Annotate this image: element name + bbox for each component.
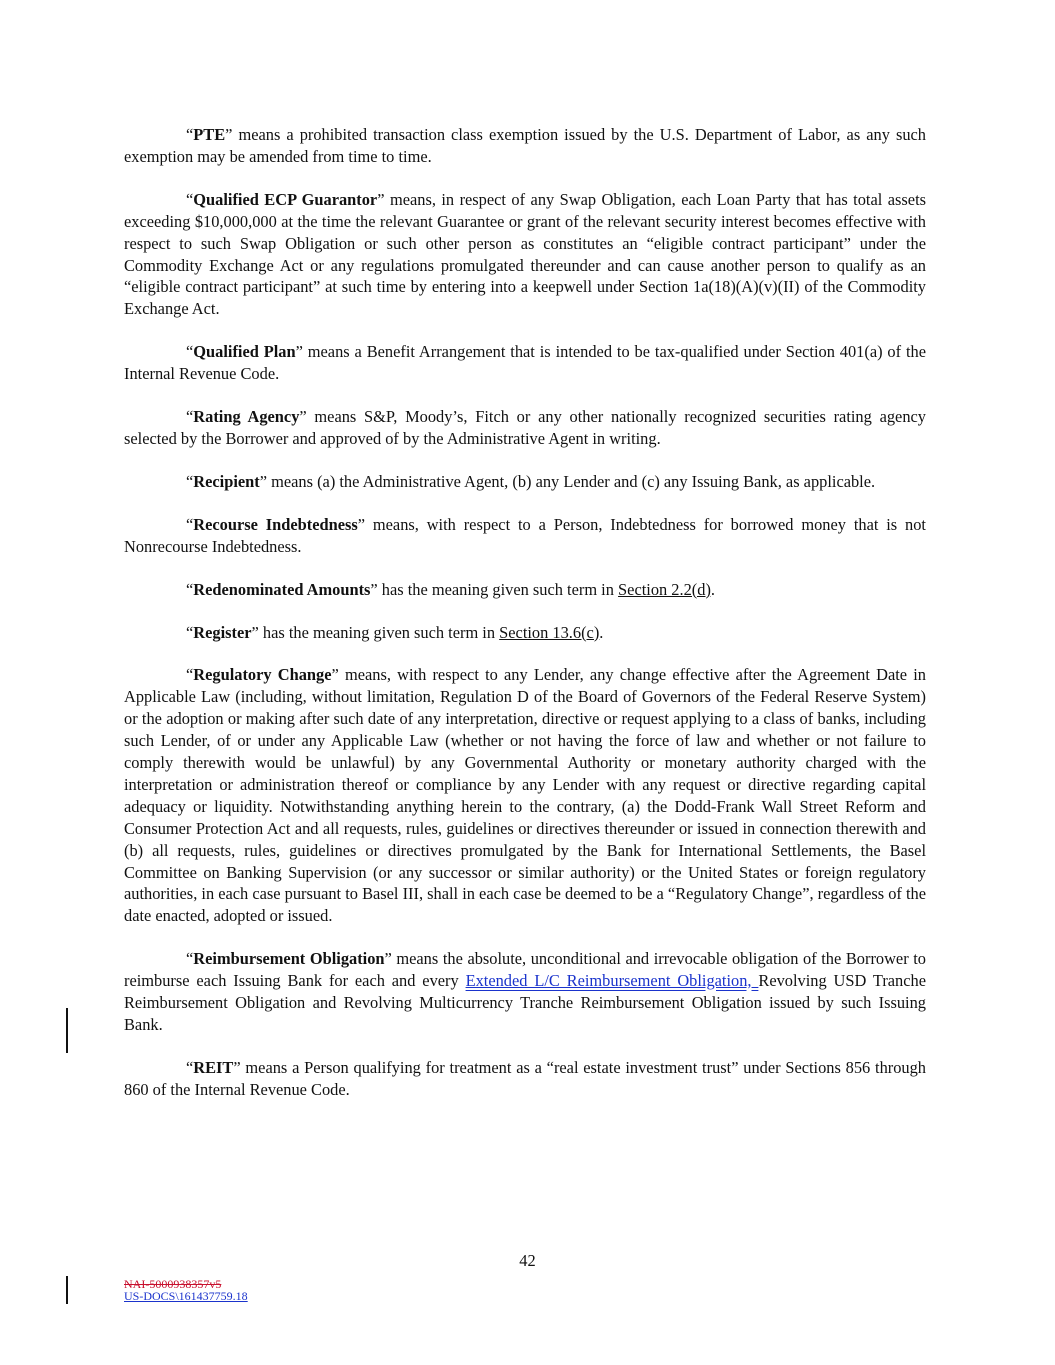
definition-qualified-plan: “Qualified Plan” means a Benefit Arrangement that is intended to be tax-qualified under Section 401(a) of the Internal Revenue Code. [124,342,926,384]
definition-qualified-ecp-guarantor: “Qualified ECP Guarantor” means, in respect of any Swap Obligation, each Loan Party that has total assets exceeding $10,000,000 at the time the relevant Guarantee or grant of the relevant security interest becomes effective with respect to such Swap Obligation or such other person as constitutes an “eligible contract participant” under the Commodity Exchange Act or any regulations promulgated thereunder and can cause another person to qualify as an “eligible contract participant” at such time by entering into a keepwell under Section 1a(18)(A)(v)(II) of the Commodity Exchange Act. [124,189,926,319]
definition-recipient: “Recipient” means (a) the Administrative Agent, (b) any Lender and (c) any Issuing Bank, as applicable. [186,471,876,491]
definition-recourse-indebtedness: “Recourse Indebtedness” means, with respect to a Person, Indebtedness for borrowed money that is not Nonrecourse Indebtedness. [124,514,926,556]
defined-term: PTE [193,125,226,144]
definition-rating-agency: “Rating Agency” means S&P, Moody’s, Fitch or any other nationally recognized securities rating agency selected by the Borrower and approved of by the Administrative Agent in writing. [124,407,926,448]
inserted-doc-id: US-DOCS\161437759.18 [124,1289,248,1303]
definition-reimbursement-obligation: “Reimbursement Obligation” means the absolute, unconditional and irrevocable obligation of the Borrower to reimburse each Issuing Bank for each and every Extended L/C Reimbursement Obligation, Revolving USD Tranche Reimbursement Obligation and Revolving Multicurrency Tranche Reimbursement Obligation issued by such Issuing Bank. [124,949,926,1034]
change-bar-footer [66,1276,68,1304]
defined-term: Regulatory Change [193,665,332,685]
defined-term: Reimbursement Obligation [193,949,385,969]
document-body [124,124,926,1122]
definition-pte: “PTE” means a prohibited transaction class exemption issued by the U.S. Department of Labor, as any such exemption may be amended from time to time. [124,125,926,166]
page-number: 42 [519,1251,536,1270]
defined-term: REIT [193,1057,234,1077]
definition-regulatory-change: “Regulatory Change” means, with respect to any Lender, any change effective after the Agreement Date in Applicable Law (including, without limitation, Regulation D of the Board of Governors of the Federal Reserve System) or the adoption or making after such date of any interpretation, directive or request applying to a class of banks, including such Lender, of or under any Applicable Law (whether or not having the force of law and whether or not failure to comply therewith would be unlawful) by any Governmental Authority or monetary authority charged with the interpretation or administration thereof or compliance by any Lender with any request or directive regarding capital adequacy or liquidity. Notwithstanding anything herein to the contrary, (a) the Dodd-Frank Wall Street Reform and Consumer Protection Act and all requests, rules, guidelines or directives thereunder or issued in connection therewith and (b) all requests, rules, guidelines or directives promulgated by the Bank for International Settlements, the Basel Committee on Banking Supervision (or any successor or similar authority) or the United States or foreign regulatory authorities, in each case pursuant to Basel III, shall in each case be deemed to be a “Regulatory Change”, regardless of the date enacted, adopted or issued. [124,665,926,926]
defined-term: Qualified Plan [193,342,296,362]
defined-term: Redenominated Amounts [193,579,371,599]
document-id-footer [124,1278,248,1302]
defined-term: Rating Agency [193,407,300,427]
section-reference: Section 2.2(d) [618,579,711,599]
defined-term: Recipient [193,471,260,491]
inserted-text: Extended L/C Reimbursement Obligation, [465,971,759,991]
change-bar [66,1008,68,1053]
defined-term: Qualified ECP Guarantor [193,189,378,209]
definition-redenominated-amounts: “Redenominated Amounts” has the meaning given such term in Section 2.2(d). [186,579,716,599]
section-reference: Section 13.6(c) [499,622,600,642]
defined-term: Register [193,622,252,642]
definition-register: “Register” has the meaning given such term in Section 13.6(c). [186,622,604,642]
definition-reit: “REIT” means a Person qualifying for treatment as a “real estate investment trust” under Sections 856 through 860 of the Internal Revenue Code. [124,1057,926,1099]
defined-term: Recourse Indebtedness [193,514,358,534]
deleted-doc-id: NAI-5000938357v5 [124,1277,222,1291]
